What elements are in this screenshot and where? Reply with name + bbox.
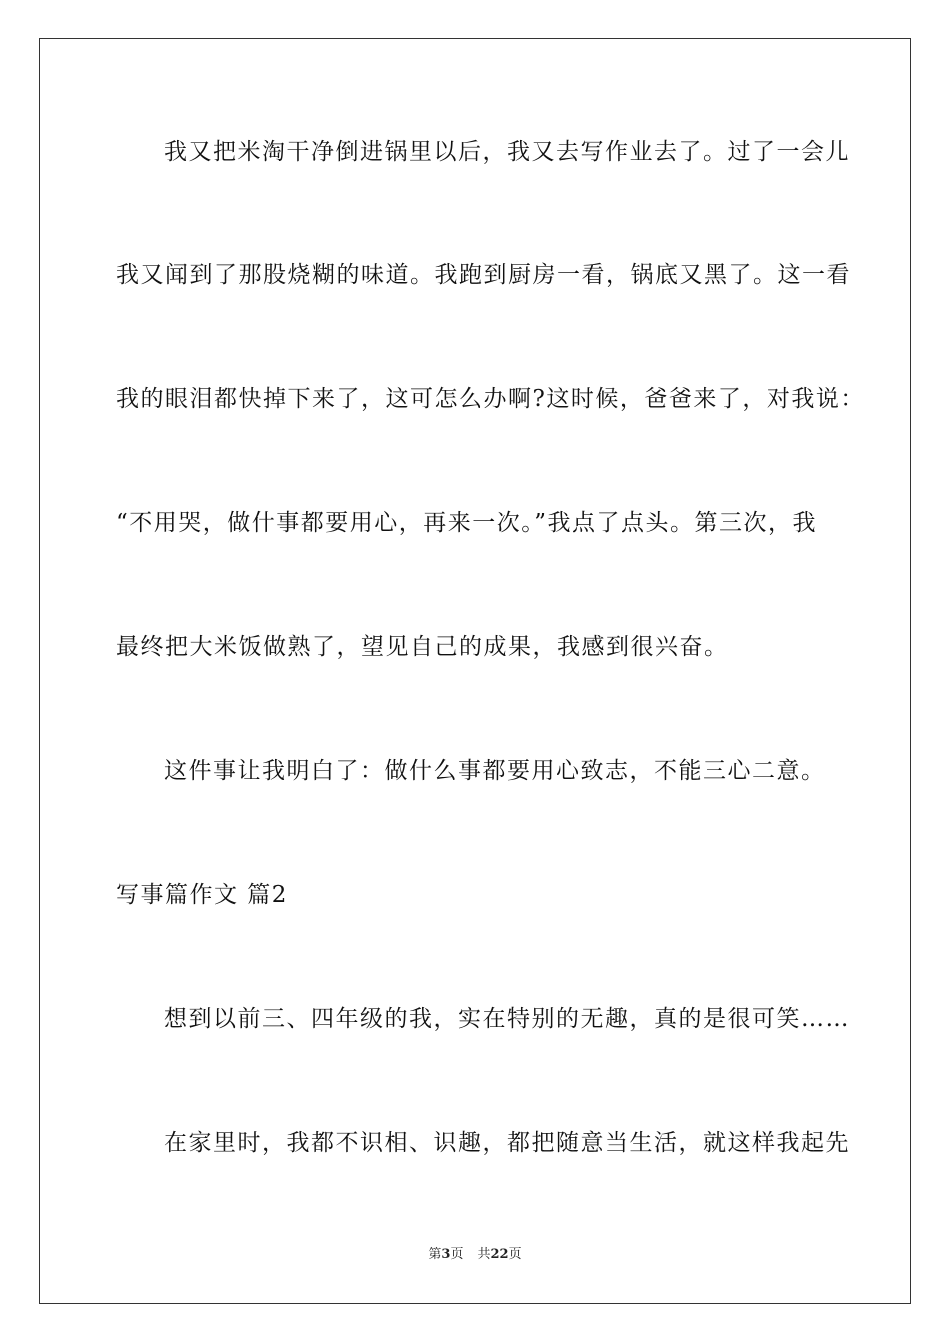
total-suffix: 页: [508, 1247, 522, 1262]
page-suffix: 页: [450, 1247, 464, 1262]
total-prefix: 共: [477, 1247, 491, 1262]
text-line-8: 在家里时，我都不识相、识趣，都把随意当生活，就这样我起先: [164, 1130, 850, 1156]
page-prefix: 第: [428, 1247, 442, 1262]
text-line-6: 这件事让我明白了：做什么事都要用心致志，不能三心二意。: [164, 758, 826, 784]
page-footer: [0, 1246, 950, 1264]
total-pages: 22: [490, 1247, 509, 1262]
section-heading: 写事篇作文 篇2: [116, 882, 288, 908]
text-line-4: “不用哭，做什事都要用心，再来一次。”我点了点头。第三次，我: [116, 510, 818, 536]
text-line-7: 想到以前三、四年级的我，实在特别的无趣，真的是很可笑……: [164, 1006, 850, 1032]
text-line-5: 最终把大米饭做熟了，望见自己的成果，我感到很兴奋。: [116, 634, 729, 660]
text-line-3: 我的眼泪都快掉下来了，这可怎么办啊?这时候，爸爸来了，对我说：: [116, 386, 865, 412]
text-line-2: 我又闻到了那股烧糊的味道。我跑到厨房一看，锅底又黑了。这一看: [116, 262, 851, 288]
page-number: 3: [441, 1247, 451, 1262]
page-border: [39, 38, 911, 1304]
text-line-1: 我又把米淘干净倒进锅里以后，我又去写作业去了。过了一会儿: [164, 139, 850, 165]
